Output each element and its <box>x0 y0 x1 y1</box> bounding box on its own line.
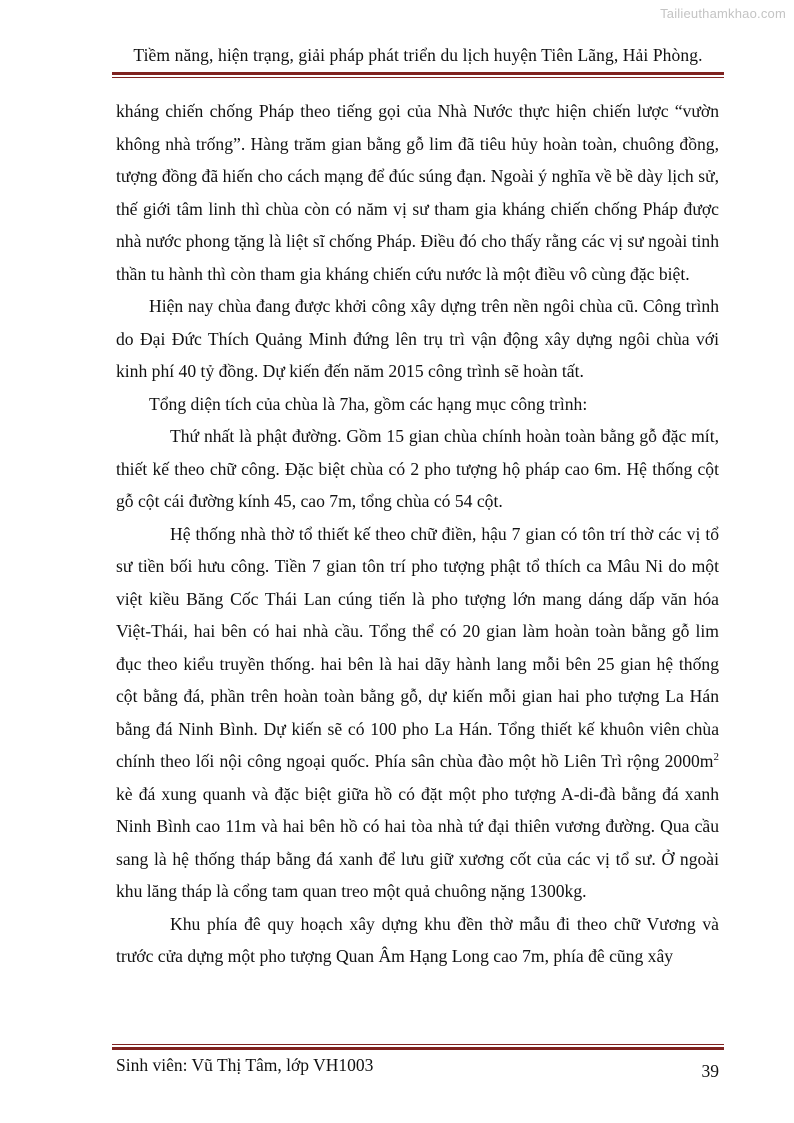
superscript-2: 2 <box>713 751 719 764</box>
paragraph-5-text-a: Hệ thống nhà thờ tổ thiết kế theo chữ điền, hậu 7 gian có tôn trí thờ các vị tổ sư tiền bối hưu công. Tiền 7 gian tôn trí pho tượng phật tổ thích ca Mâu Ni do một việt kiều Băng Cốc Thái Lan cúng tiến là pho tượng lớn mang dáng dấp văn hóa Việt-Thái, hai bên có hai nhà cầu. Tổng thể có 20 gian làm hoàn toàn bằng gỗ lim đục theo kiểu truyền thống. hai bên là hai dãy hành lang mỗi bên 25 gian hệ thống cột bằng đá, phần trên hoàn toàn bằng gỗ, dự kiến mỗi gian hai pho tượng La Hán bằng đá Ninh Bình. Dự kiến sẽ có 100 pho La Hán. Tổng thiết kế khuôn viên chùa chính theo lối nội công ngoại quốc. Phía sân chùa đào một hồ Liên Trì rộng 2000m <box>116 523 719 771</box>
document-body <box>116 95 719 973</box>
header-divider <box>112 72 724 78</box>
paragraph-2: Hiện nay chùa đang được khởi công xây dựng trên nền ngôi chùa cũ. Công trình do Đại Đức Thích Quảng Minh đứng lên trụ trì vận động xây dựng ngôi chùa với kinh phí 40 tỷ đồng. Dự kiến đến năm 2015 công trình sẽ hoàn tất. <box>116 296 719 381</box>
paragraph-5 <box>116 518 719 908</box>
page-header-title: Tiềm năng, hiện trạng, giải pháp phát triển du lịch huyện Tiên Lãng, Hải Phòng. <box>133 45 703 65</box>
page-number: 39 <box>701 1061 719 1081</box>
watermark: Tailieuthamkhao.com <box>660 6 786 21</box>
paragraph-3: Tổng diện tích của chùa là 7ha, gồm các hạng mục công trình: <box>149 393 588 414</box>
paragraph-1: kháng chiến chống Pháp theo tiếng gọi của Nhà Nước thực hiện chiến lược “vườn không nhà trống”. Hàng trăm gian bằng gỗ lim đã tiêu hủy hoàn toàn, chuông đồng, tượng đồng đã hiến cho cách mạng để đúc súng đạn. Ngoài ý nghĩa về bề dày lịch sử, thế giới tâm linh thì chùa còn có năm vị sư tham gia kháng chiến chống Pháp được nhà nước phong tặng là liệt sĩ chống Pháp. Điều đó cho thấy rằng các vị sư ngoài tinh thần tu hành thì còn tham gia kháng chiến cứu nước là một điều vô cùng đặc biệt. <box>116 101 719 284</box>
paragraph-4: Thứ nhất là phật đường. Gồm 15 gian chùa chính hoàn toàn bằng gỗ đặc mít, thiết kế theo chữ công. Đặc biệt chùa có 2 pho tượng hộ pháp cao 6m. Hệ thống cột gỗ cột cái đường kính 45, cao 7m, tổng chùa có 54 cột. <box>116 426 719 511</box>
footer-student: Sinh viên: Vũ Thị Tâm, lớp VH1003 <box>116 1055 374 1075</box>
paragraph-5-text-b: kè đá xung quanh và đặc biệt giữa hồ có đặt một pho tượng A-di-đà bằng đá xanh Ninh Bình cao 11m và hai bên hồ có hai tòa nhà tứ đại thiên vương đường. Qua cầu sang là hệ thống tháp bằng đá xanh để lưu giữ xương cốt của các vị tổ sư. Ở ngoài khu lăng tháp là cổng tam quan treo một quả chuông nặng 1300kg. <box>116 783 719 901</box>
footer-divider <box>112 1044 724 1050</box>
paragraph-6: Khu phía đê quy hoạch xây dựng khu đền thờ mẫu đi theo chữ Vương và trước cửa dựng một pho tượng Quan Âm Hạng Long cao 7m, phía đê cũng xây <box>116 913 719 966</box>
